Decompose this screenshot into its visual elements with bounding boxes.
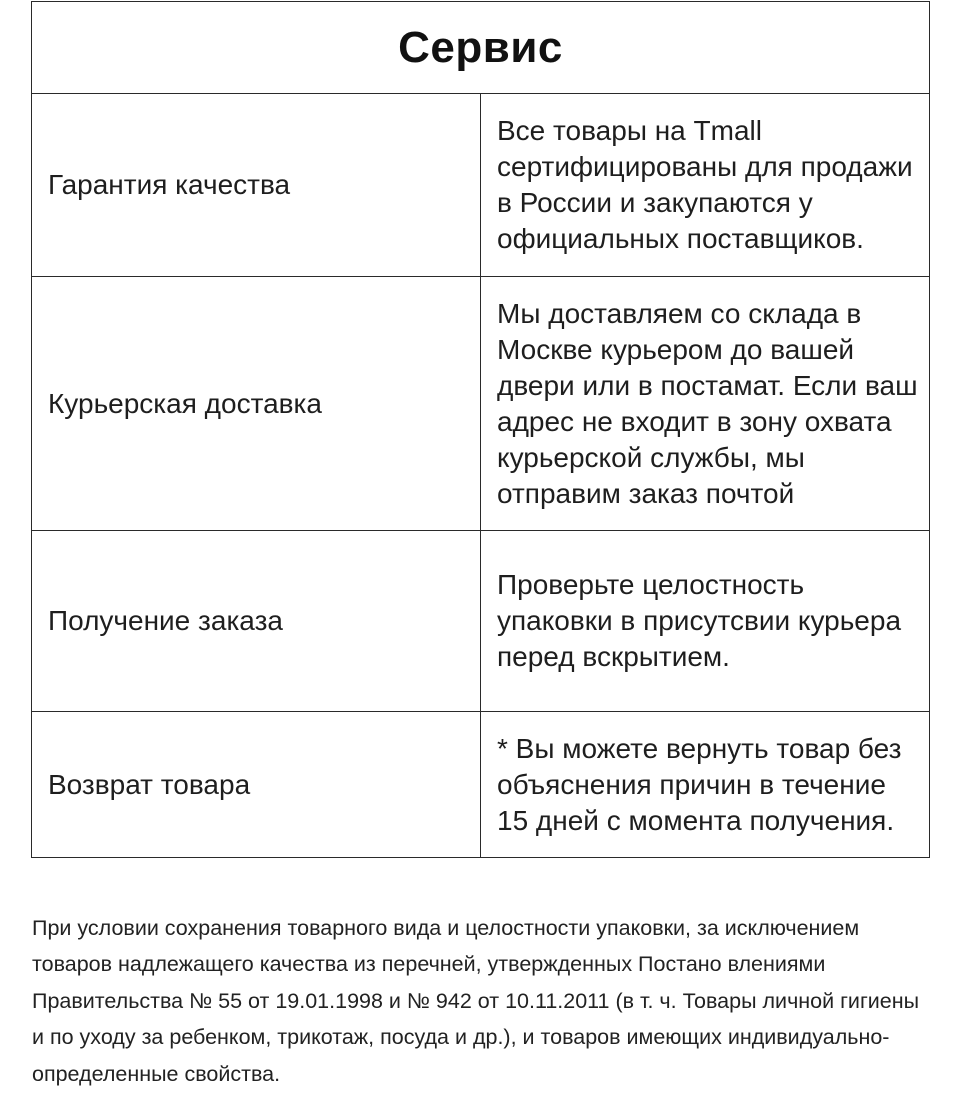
row-description-courier-delivery: Мы доставляем со склада в Москве курьером до вашей двери или в постамат. Если ваш адрес не входит в зону охвата курьерской службы, мы отправим заказ почтой — [481, 277, 930, 531]
row-description-returns: * Вы можете вернуть товар без объяснения причин в течение 15 дней с момента получения. — [481, 712, 930, 858]
row-label-order-receipt: Получение заказа — [32, 531, 481, 712]
row-label-quality: Гарантия качества — [32, 94, 481, 277]
table-row-order-receipt — [32, 531, 930, 712]
row-label-courier-delivery: Курьерская доставка — [32, 277, 481, 531]
table-row-quality — [32, 94, 930, 277]
row-label-returns: Возврат товара — [32, 712, 481, 858]
row-description-quality: Все товары на Tmall сертифицированы для продажи в России и закупаются у официальных поставщиков. — [481, 94, 930, 277]
table-row-returns — [32, 712, 930, 858]
service-table — [31, 1, 930, 858]
page-title: Сервис — [32, 2, 930, 94]
footnote-text: При условии сохранения товарного вида и целостности упаковки, за исключением товаров надлежащего качества из перечней, утвержденных Постано влениями Правительства № 55 от 19.01.1998 и № 942 от 10.11.2011 (в т. ч. Товары личной гигиены и по уходу за ребенком, трикотаж, посуда и др.), и товаров имеющих индивидуально-определенные свойства. — [32, 915, 920, 1086]
table-row-courier-delivery — [32, 277, 930, 531]
title-row — [32, 2, 930, 94]
row-description-order-receipt: Проверьте целостность упаковки в присутсвии курьера перед вскрытием. — [481, 531, 930, 712]
